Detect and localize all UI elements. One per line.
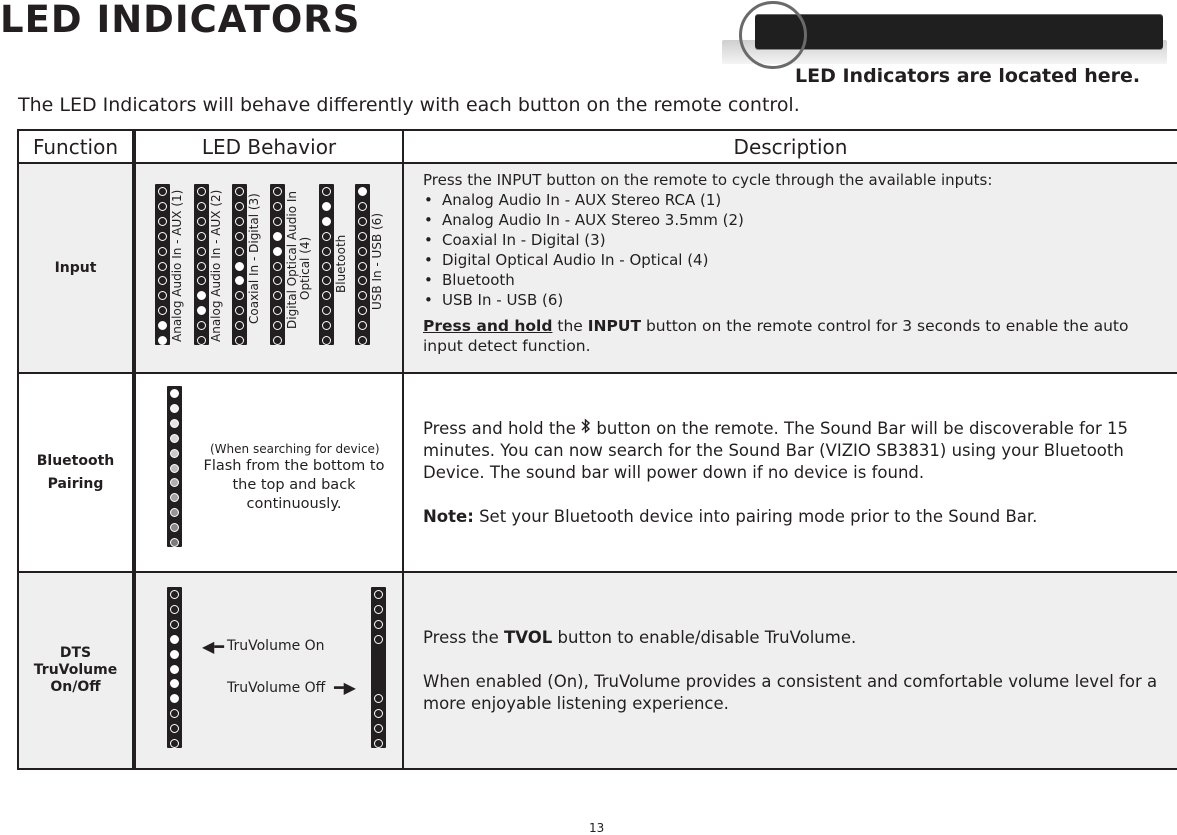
led-strip-bt-pairing (167, 386, 182, 547)
led-dot (374, 724, 383, 733)
led-dot (358, 291, 367, 300)
led-location-circle (739, 1, 807, 69)
led-dot (197, 217, 206, 226)
bluetooth-description (403, 373, 1177, 572)
soundbar-image (755, 15, 1163, 49)
led-dot (158, 247, 167, 256)
led-dot (273, 187, 282, 196)
led-dot (358, 321, 367, 330)
led-strip-optical (270, 184, 285, 345)
dts-led-behavior (134, 572, 403, 769)
dts-description (403, 572, 1177, 769)
input-hold-text (423, 316, 1159, 356)
label-optical-line1: Digital Optical Audio In (285, 191, 299, 329)
led-dot (358, 247, 367, 256)
led-dot (170, 679, 179, 688)
hold-rest: button on the remote control for 3 seconds to enable the auto input detect function. (423, 317, 1129, 355)
list-item: • Analog Audio In - AUX Stereo RCA (1) (423, 190, 1159, 210)
input-description (403, 163, 1177, 373)
led-dot (374, 694, 383, 703)
header-description: Description (403, 130, 1177, 163)
led-dot (273, 262, 282, 271)
led-dot (374, 739, 383, 748)
led-dot (158, 262, 167, 271)
function-bluetooth (18, 373, 134, 572)
led-dot (170, 635, 179, 644)
led-dot (322, 291, 331, 300)
led-dot (358, 217, 367, 226)
led-dot (158, 202, 167, 211)
led-dot (235, 247, 244, 256)
led-dot (197, 321, 206, 330)
led-dot (273, 291, 282, 300)
led-strip-bluetooth (319, 184, 334, 345)
led-dot (235, 276, 244, 285)
led-dot (374, 709, 383, 718)
led-dot (197, 262, 206, 271)
dts-desc-post: button to enable/disable TruVolume. (557, 627, 857, 647)
led-dot (158, 291, 167, 300)
led-dot (273, 217, 282, 226)
led-dot (197, 187, 206, 196)
dts-desc-main (423, 627, 1159, 649)
bluetooth-led-behavior (134, 373, 403, 572)
led-dot (235, 232, 244, 241)
led-dot (273, 202, 282, 211)
press-hold-label: Press and hold (423, 317, 553, 335)
led-location-caption: LED Indicators are located here. (795, 65, 1141, 87)
led-dot (158, 306, 167, 315)
led-dot (158, 232, 167, 241)
led-dot (197, 232, 206, 241)
led-dot (322, 232, 331, 241)
dts-function-line1: DTS (59, 645, 92, 661)
led-dot (322, 217, 331, 226)
arrow-right-icon: ━▶ (334, 678, 356, 697)
hold-the: the (557, 317, 583, 335)
dts-desc-pre: Press the (423, 627, 499, 647)
function-input: Input (18, 163, 134, 373)
label-usb: USB In - USB (6) (370, 213, 384, 310)
searching-note: (When searching for device) (210, 442, 380, 456)
list-item: • Coaxial In - Digital (3) (423, 230, 1159, 250)
led-dot (374, 590, 383, 599)
bt-behavior-text: Flash from the bottom to the top and back continuously. (203, 458, 385, 512)
bt-desc-main (423, 418, 1159, 484)
led-strip-truvolume-on (167, 587, 182, 748)
led-strip-aux2 (194, 184, 209, 345)
label-aux1: Analog Audio In - AUX (1) (170, 189, 184, 342)
led-dot (322, 202, 331, 211)
led-dot (170, 434, 179, 443)
table-row-dts (18, 572, 1177, 769)
led-dot (358, 306, 367, 315)
led-dot (170, 449, 179, 458)
truvolume-off-label: TruVolume Off (227, 680, 326, 696)
led-dot (235, 321, 244, 330)
bt-note (423, 506, 1159, 528)
led-dot (170, 508, 179, 517)
label-aux2: Analog Audio In - AUX (2) (209, 189, 223, 342)
led-dot (170, 620, 179, 629)
led-dot (170, 389, 179, 398)
input-list (423, 190, 1159, 310)
led-dot (170, 665, 179, 674)
led-dot (358, 336, 367, 345)
led-dot (170, 538, 179, 547)
led-dot (322, 187, 331, 196)
page-title: LED INDICATORS (0, 0, 361, 41)
bt-function-line1: Bluetooth (36, 452, 115, 469)
led-dot (374, 620, 383, 629)
led-dot (358, 232, 367, 241)
dts-desc-p2: When enabled (On), TruVolume provides a consistent and comfortable volume level for a more enjoyable listening experience. (423, 671, 1158, 713)
led-dot (273, 276, 282, 285)
led-dot (322, 262, 331, 271)
table-row-input (18, 163, 1177, 373)
led-strip-aux1 (155, 184, 170, 345)
led-dot (170, 709, 179, 718)
led-dot (235, 217, 244, 226)
led-dot (322, 336, 331, 345)
led-strip-coaxial (232, 184, 247, 345)
bt-function-line2: Pairing (47, 475, 104, 492)
led-dot (273, 232, 282, 241)
input-desc-intro: Press the INPUT button on the remote to cycle through the available inputs: (423, 171, 993, 189)
list-item: • Analog Audio In - AUX Stereo 3.5mm (2) (423, 210, 1159, 230)
led-dot (273, 247, 282, 256)
led-dot (197, 276, 206, 285)
dts-function-line2: TruVolume (33, 662, 118, 678)
led-dot (158, 321, 167, 330)
led-strip-usb (355, 184, 370, 345)
led-dot (235, 291, 244, 300)
led-dot (197, 247, 206, 256)
header-led-behavior: LED Behavior (134, 130, 403, 163)
bt-note-label: Note: (423, 506, 474, 526)
led-dot (273, 336, 282, 345)
led-table (17, 129, 1177, 770)
dts-function-line3: On/Off (50, 679, 101, 695)
led-dot (322, 321, 331, 330)
led-dot (170, 724, 179, 733)
label-coaxial: Coaxial In - Digital (3) (247, 193, 261, 324)
input-led-behavior (134, 163, 403, 373)
led-dot (170, 590, 179, 599)
led-dot (374, 635, 383, 644)
led-dot (358, 262, 367, 271)
list-item: • Bluetooth (423, 270, 1159, 290)
led-dot (197, 291, 206, 300)
led-dot (322, 306, 331, 315)
table-row-bluetooth (18, 373, 1177, 572)
led-dot (235, 336, 244, 345)
led-dot (197, 306, 206, 315)
led-dot (170, 650, 179, 659)
led-dot (358, 187, 367, 196)
led-dot (197, 336, 206, 345)
led-dot (235, 202, 244, 211)
bt-desc-pre: Press and hold the (423, 418, 576, 438)
table-header-row (18, 130, 1177, 163)
led-dot (273, 306, 282, 315)
function-dts (18, 572, 134, 769)
led-dot (170, 605, 179, 614)
bt-desc-post: button on the remote. The Sound Bar will be discoverable for 15 minutes. You can now search for the Sound Bar (VIZIO SB3831) using your Bluetooth Device. The sound bar will power down if no device is found. (423, 418, 1129, 482)
led-dot (158, 187, 167, 196)
led-dot (358, 202, 367, 211)
led-dot (358, 276, 367, 285)
led-dot (158, 276, 167, 285)
led-dot (158, 217, 167, 226)
led-dot (273, 321, 282, 330)
led-dot (374, 605, 383, 614)
led-dot (322, 276, 331, 285)
led-dot (197, 202, 206, 211)
input-button-name: INPUT (587, 317, 642, 335)
led-dot (170, 523, 179, 532)
bluetooth-icon (581, 418, 591, 440)
list-item: • USB In - USB (6) (423, 290, 1159, 310)
led-dot (170, 404, 179, 413)
list-item: • Digital Optical Audio In - Optical (4) (423, 250, 1159, 270)
led-dot (170, 464, 179, 473)
header-function: Function (18, 130, 134, 163)
led-dot (235, 187, 244, 196)
bt-note-text: Set your Bluetooth device into pairing mode prior to the Sound Bar. (479, 506, 1038, 526)
label-bluetooth: Bluetooth (334, 234, 348, 293)
led-dot (158, 336, 167, 345)
led-dot (322, 247, 331, 256)
intro-text: The LED Indicators will behave differently with each button on the remote control. (18, 94, 800, 116)
led-dot (170, 419, 179, 428)
led-dot (235, 262, 244, 271)
led-dot (170, 493, 179, 502)
led-dot (170, 478, 179, 487)
truvolume-on-label: TruVolume On (227, 638, 325, 654)
page-number: 13 (589, 821, 605, 835)
led-strip-truvolume-off (371, 587, 386, 748)
arrow-left-icon: ◀━ (202, 637, 224, 656)
led-dot (170, 694, 179, 703)
label-optical-line2: Optical (4) (298, 236, 312, 300)
tvol-button-name: TVOL (504, 627, 553, 647)
led-dot (170, 739, 179, 748)
led-dot (235, 306, 244, 315)
